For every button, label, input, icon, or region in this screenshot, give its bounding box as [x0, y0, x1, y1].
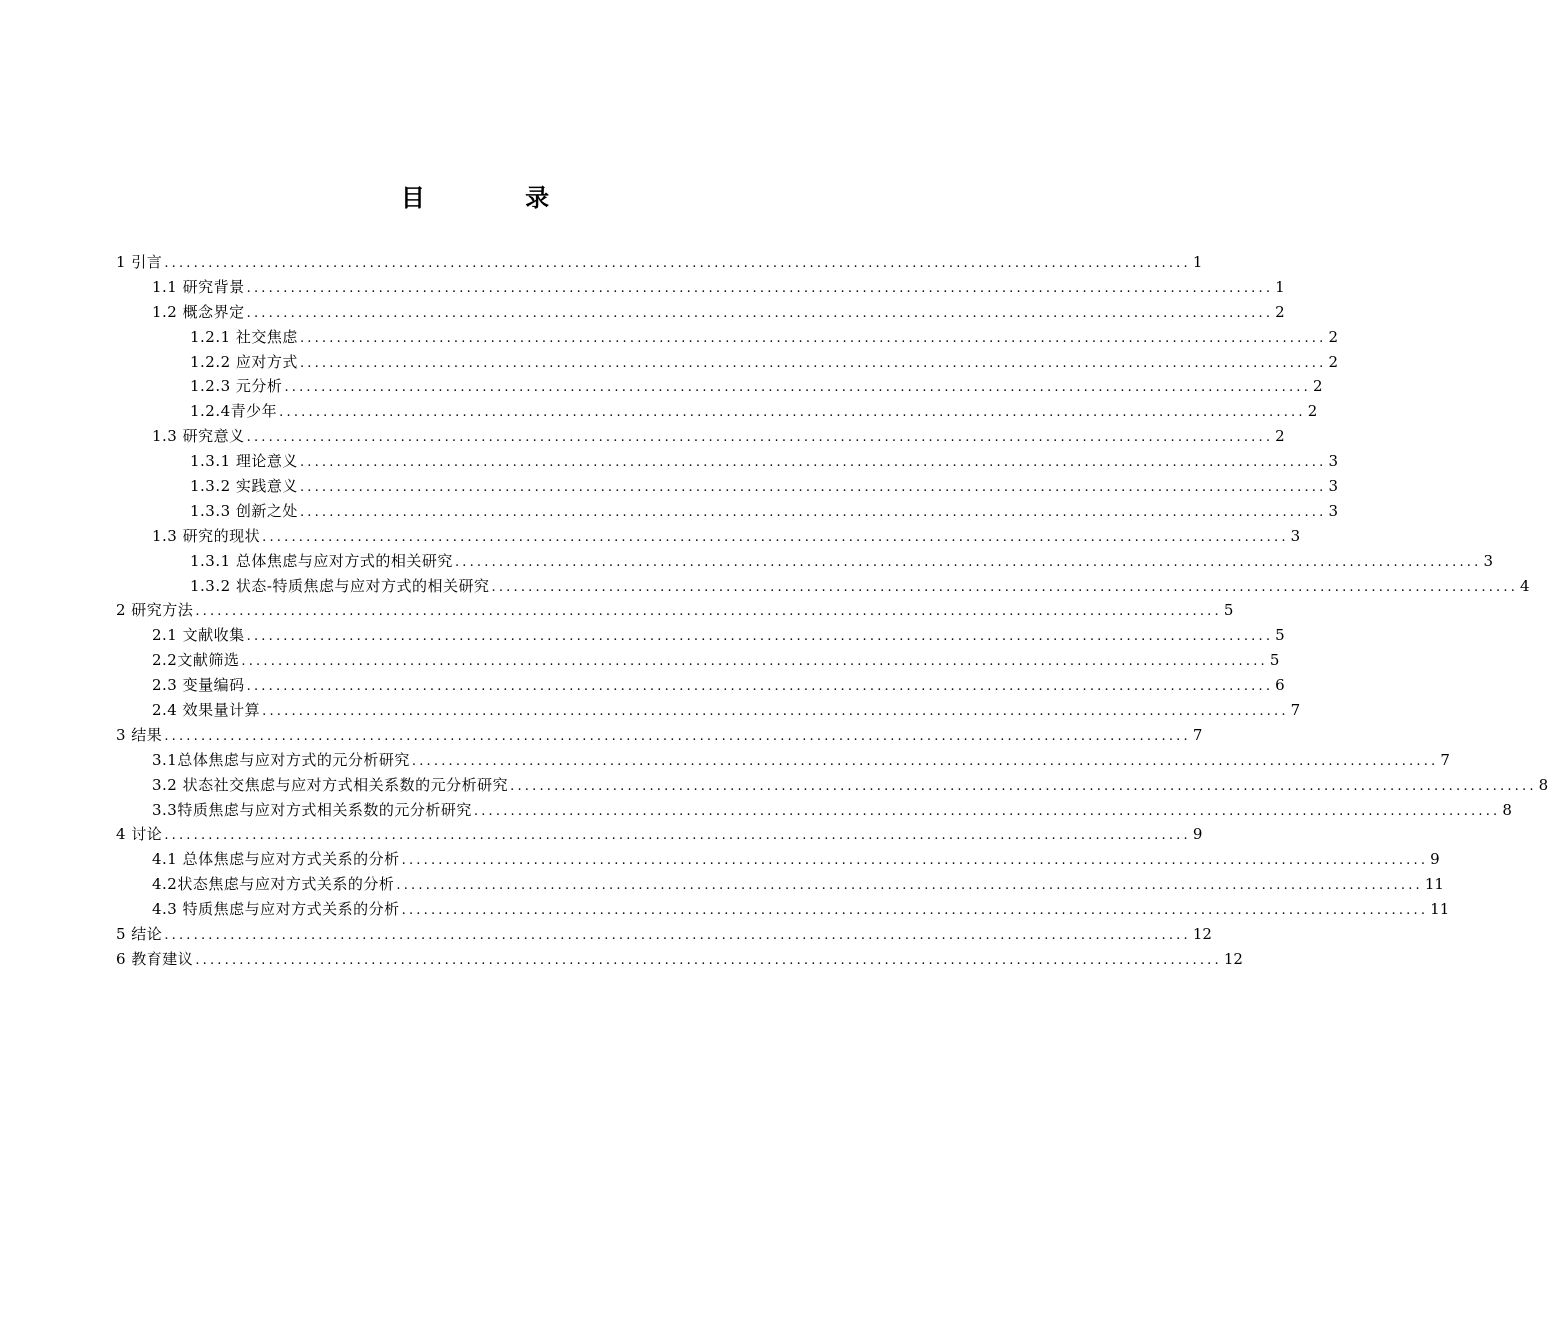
toc-entry[interactable]	[116, 723, 1203, 748]
toc-dot-leader: ............................................................................................................................................	[284, 380, 1311, 396]
table-of-contents	[116, 250, 1548, 972]
toc-dot-leader: ............................................................................................................................................	[262, 529, 1289, 545]
toc-entry[interactable]	[116, 598, 1234, 623]
toc-page-number: 3	[1328, 477, 1339, 496]
toc-entry-title: 1.2.1 社交焦虑	[190, 327, 298, 346]
toc-entry-title: 6 教育建议	[116, 949, 194, 968]
toc-dot-leader: ............................................................................................................................................	[491, 579, 1519, 595]
toc-entry-title: 3.3特质焦虑与应对方式相关系数的元分析研究	[152, 800, 472, 819]
toc-dot-leader: ............................................................................................................................................	[299, 504, 1327, 520]
toc-entry-title: 1.3.1 理论意义	[190, 452, 298, 471]
toc-dot-leader: ............................................................................................................................................	[401, 853, 1429, 869]
toc-page-number: 7	[1192, 725, 1203, 744]
toc-dot-leader: ............................................................................................................................................	[164, 928, 1191, 944]
toc-page-number: 12	[1223, 949, 1243, 968]
toc-entry[interactable]	[116, 623, 1285, 648]
toc-page-number: 2	[1307, 402, 1318, 421]
toc-entry-title: 1.3 研究意义	[152, 427, 245, 446]
toc-entry-title: 2.3 变量编码	[152, 676, 245, 695]
toc-page-number: 1	[1275, 277, 1285, 296]
toc-dot-leader: ............................................................................................................................................	[454, 554, 1482, 570]
toc-entry[interactable]	[116, 300, 1285, 325]
toc-dot-leader: ............................................................................................................................................	[401, 903, 1429, 919]
toc-entry[interactable]	[116, 897, 1450, 922]
toc-entry[interactable]	[116, 574, 1530, 599]
toc-dot-leader: ............................................................................................................................................	[396, 878, 1423, 894]
toc-page-number: 3	[1328, 452, 1339, 471]
toc-entry[interactable]	[116, 822, 1203, 847]
toc-entry-title: 2 研究方法	[116, 601, 194, 620]
toc-entry-title: 1.3 研究的现状	[152, 526, 261, 545]
toc-entry[interactable]	[116, 947, 1243, 972]
toc-entry-title: 1.3.3 创新之处	[190, 501, 298, 520]
toc-page-number: 5	[1223, 601, 1234, 620]
toc-page-number: 5	[1269, 651, 1280, 670]
toc-entry[interactable]	[116, 449, 1339, 474]
toc-entry[interactable]	[116, 922, 1212, 947]
toc-entry[interactable]	[116, 275, 1285, 300]
toc-entry-title: 2.4 效果量计算	[152, 701, 261, 720]
toc-entry-title: 4 讨论	[116, 825, 163, 844]
toc-entry[interactable]	[116, 325, 1339, 350]
toc-dot-leader: ............................................................................................................................................	[299, 330, 1327, 346]
toc-page-number: 5	[1275, 626, 1285, 645]
toc-entry-title: 1.1 研究背景	[152, 277, 245, 296]
toc-dot-leader: ............................................................................................................................................	[164, 828, 1191, 844]
toc-page-number: 2	[1275, 302, 1285, 321]
toc-entry[interactable]	[116, 499, 1339, 524]
toc-page-number: 8	[1502, 800, 1512, 819]
toc-dot-leader: ............................................................................................................................................	[246, 629, 1274, 645]
toc-page-number: 2	[1328, 352, 1339, 371]
toc-dot-leader: ............................................................................................................................................	[164, 256, 1191, 271]
toc-dot-leader: ............................................................................................................................................	[279, 405, 1306, 421]
toc-page-number: 2	[1275, 427, 1285, 446]
toc-entry[interactable]	[116, 474, 1339, 499]
toc-entry-title: 5 结论	[116, 925, 163, 944]
toc-page-number: 3	[1328, 501, 1339, 520]
toc-entry-title: 1.2.2 应对方式	[190, 352, 298, 371]
toc-entry[interactable]	[116, 374, 1323, 399]
toc-entry-title: 4.2状态焦虑与应对方式关系的分析	[152, 875, 395, 894]
toc-dot-leader: ............................................................................................................................................	[241, 654, 1268, 670]
toc-page-number: 12	[1192, 925, 1212, 944]
toc-page-number: 2	[1312, 377, 1323, 396]
toc-page-number: 9	[1430, 850, 1440, 869]
toc-entry[interactable]	[116, 773, 1548, 798]
toc-entry[interactable]	[116, 399, 1318, 424]
toc-page-number: 9	[1192, 825, 1203, 844]
toc-dot-leader: ............................................................................................................................................	[473, 803, 1501, 819]
toc-page-number: 3	[1290, 526, 1301, 545]
toc-entry-title: 3 结果	[116, 725, 163, 744]
toc-entry[interactable]	[116, 250, 1203, 275]
toc-dot-leader: ............................................................................................................................................	[299, 480, 1327, 496]
toc-page-number: 11	[1424, 875, 1444, 894]
toc-entry-title: 1.3.2 状态-特质焦虑与应对方式的相关研究	[190, 576, 490, 595]
toc-entry[interactable]	[116, 350, 1339, 375]
toc-page-number: 3	[1483, 551, 1494, 570]
toc-entry[interactable]	[116, 798, 1512, 823]
toc-page-number: 7	[1290, 701, 1301, 720]
toc-dot-leader: ............................................................................................................................................	[246, 280, 1274, 296]
toc-entry-title: 1.3.2 实践意义	[190, 477, 298, 496]
page-title: 目 录	[400, 184, 596, 212]
toc-entry[interactable]	[116, 648, 1280, 673]
toc-entry-title: 1.3.1 总体焦虑与应对方式的相关研究	[190, 551, 453, 570]
toc-entry-title: 1.2.3 元分析	[190, 377, 283, 396]
toc-entry-title: 2.2文献筛选	[152, 651, 240, 670]
toc-entry[interactable]	[116, 524, 1301, 549]
toc-page-number: 7	[1440, 750, 1450, 769]
toc-entry-title: 1.2.4青少年	[190, 402, 278, 421]
toc-entry-title: 4.1 总体焦虑与应对方式关系的分析	[152, 850, 400, 869]
toc-entry-title: 1.2 概念界定	[152, 302, 245, 321]
toc-entry-title: 3.1总体焦虑与应对方式的元分析研究	[152, 750, 410, 769]
toc-entry-title: 2.1 文献收集	[152, 626, 245, 645]
toc-dot-leader: ............................................................................................................................................	[164, 728, 1191, 744]
toc-dot-leader: ............................................................................................................................................	[299, 355, 1327, 371]
toc-page-number: 6	[1275, 676, 1285, 695]
toc-dot-leader: ............................................................................................................................................	[411, 753, 1439, 769]
toc-dot-leader: ............................................................................................................................................	[195, 604, 1222, 620]
toc-entry[interactable]	[116, 748, 1450, 773]
toc-entry-title: 1 引言	[116, 253, 163, 271]
toc-page-number: 1	[1192, 253, 1203, 271]
toc-dot-leader: ............................................................................................................................................	[299, 455, 1327, 471]
toc-entry[interactable]	[116, 424, 1285, 449]
toc-entry[interactable]	[116, 872, 1444, 897]
toc-dot-leader: ............................................................................................................................................	[246, 679, 1274, 695]
toc-page-number: 11	[1430, 900, 1450, 919]
toc-dot-leader: ............................................................................................................................................	[262, 704, 1289, 720]
toc-entry[interactable]	[116, 549, 1494, 574]
toc-entry-title: 4.3 特质焦虑与应对方式关系的分析	[152, 900, 400, 919]
toc-page-number: 8	[1538, 775, 1548, 794]
toc-dot-leader: ............................................................................................................................................	[195, 952, 1222, 968]
toc-entry[interactable]	[116, 698, 1301, 723]
toc-entry[interactable]	[116, 847, 1440, 872]
toc-dot-leader: ............................................................................................................................................	[246, 430, 1274, 446]
toc-page-number: 2	[1328, 327, 1339, 346]
toc-dot-leader: ............................................................................................................................................	[246, 305, 1274, 321]
toc-dot-leader: ............................................................................................................................................	[510, 778, 1537, 794]
toc-entry-title: 3.2 状态社交焦虑与应对方式相关系数的元分析研究	[152, 775, 509, 794]
toc-page-number: 4	[1520, 576, 1530, 595]
toc-entry[interactable]	[116, 673, 1285, 698]
